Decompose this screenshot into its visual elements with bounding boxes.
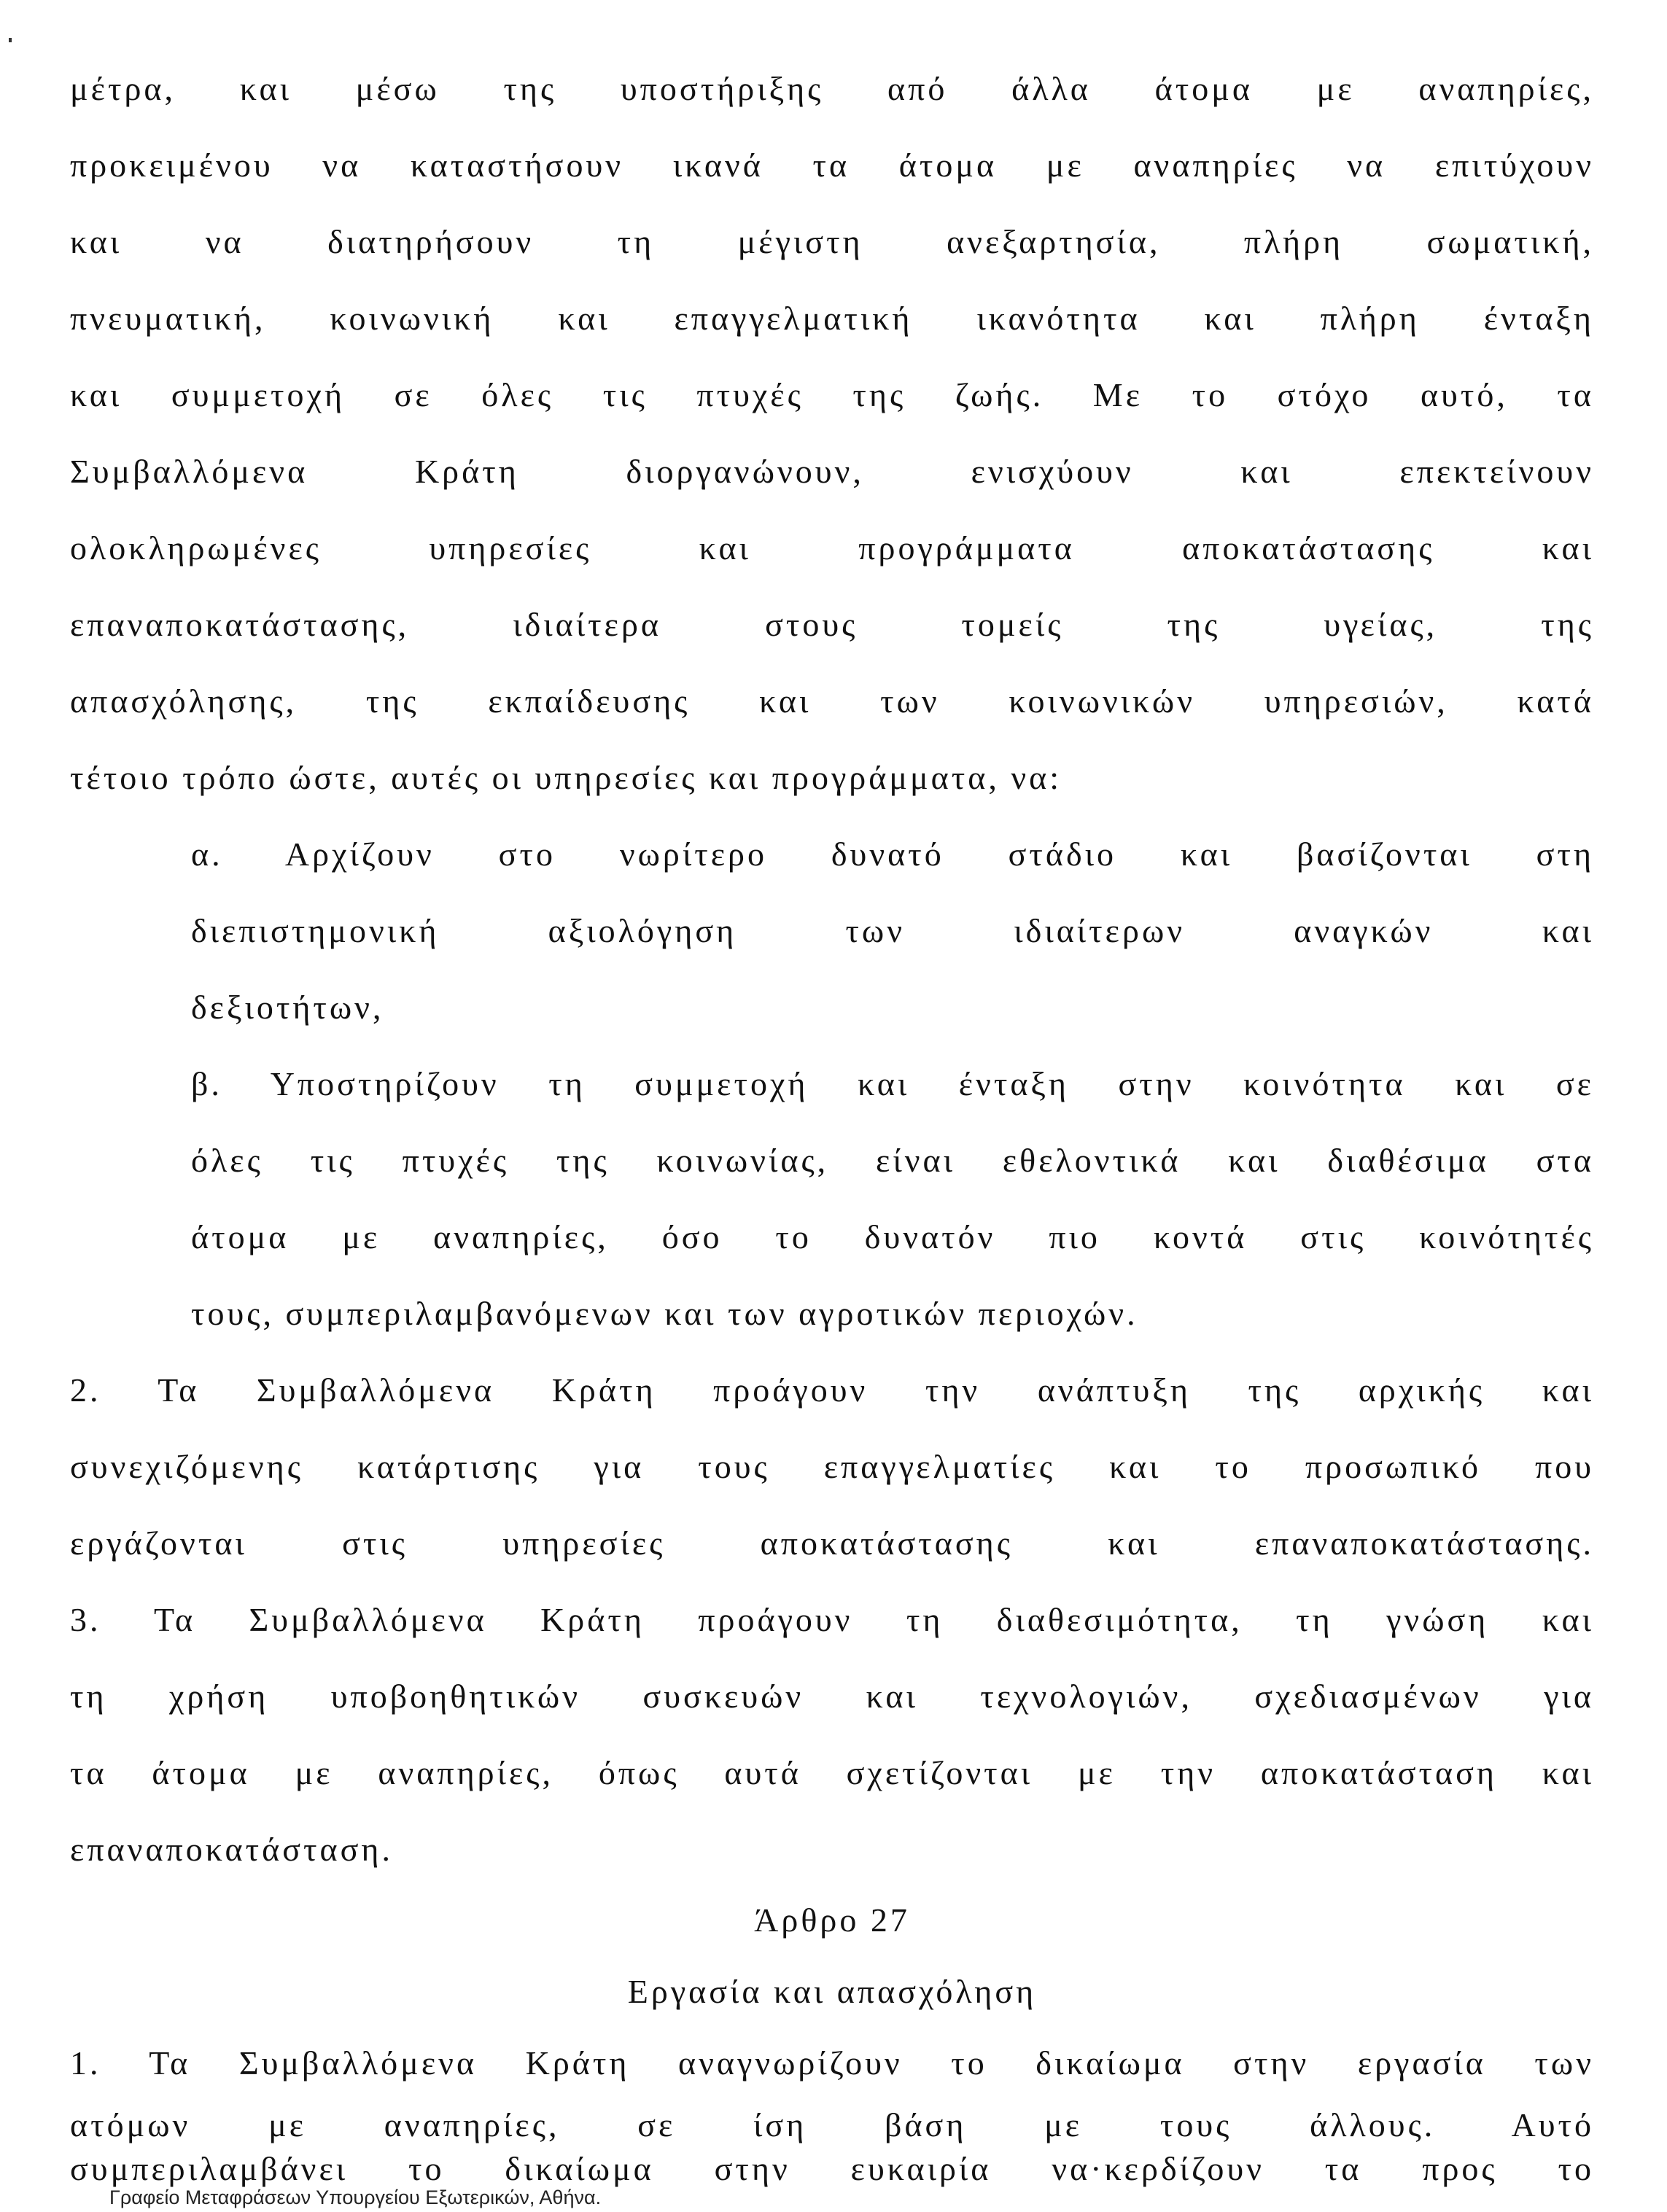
para-3-line-2: τη χρήση υποβοηθητικών συσκευών και τεχνολογιών, σχεδιασμένων για (70, 1678, 1594, 1715)
item-alpha-line-1: α. Αρχίζουν στο νωρίτερο δυνατό στάδιο και βασίζονται στη (191, 836, 1594, 873)
body-line-6: Συμβαλλόμενα Κράτη διοργανώνουν, ενισχύουν και επεκτείνουν (70, 453, 1594, 490)
item-beta-line-1: β. Υποστηρίζουν τη συμμετοχή και ένταξη στην κοινότητα και σε (191, 1065, 1594, 1102)
footer-note: Γραφείο Μεταφράσεων Υπουργείου Εξωτερικών, Αθήνα. (109, 2186, 602, 2208)
body-line-5: και συμμετοχή σε όλες τις πτυχές της ζωής. Με το στόχο αυτό, τα (70, 376, 1594, 413)
para-2-line-1: 2. Τα Συμβαλλόμενα Κράτη προάγουν την ανάπτυξη της αρχικής και (70, 1371, 1594, 1409)
body-line-3: και να διατηρήσουν τη μέγιστη ανεξαρτησία, πλήρη σωματική, (70, 223, 1594, 260)
article-27-para-1-line-1: 1. Τα Συμβαλλόμενα Κράτη αναγνωρίζουν το δικαίωμα στην εργασία των (70, 2044, 1594, 2081)
article-number: Άρθρο 27 (754, 1901, 910, 1939)
scan-speck (9, 38, 12, 42)
para-3-line-3: τα άτομα με αναπηρίες, όπως αυτά σχετίζονται με την αποκατάσταση και (70, 1754, 1594, 1791)
body-line-7: ολοκληρωμένες υπηρεσίες και προγράμματα αποκατάστασης και (70, 529, 1594, 566)
para-3-line-1: 3. Τα Συμβαλλόμενα Κράτη προάγουν τη διαθεσιμότητα, τη γνώση και (70, 1601, 1594, 1638)
item-beta-line-4: τους, συμπεριλαμβανόμενων και των αγροτικών περιοχών. (191, 1295, 1138, 1332)
item-beta-line-2: όλες τις πτυχές της κοινωνίας, είναι εθελοντικά και διαθέσιμα στα (191, 1142, 1594, 1179)
body-line-8: επαναποκατάστασης, ιδιαίτερα στους τομείς της υγείας, της (70, 606, 1594, 643)
body-line-4: πνευματική, κοινωνική και επαγγελματική ικανότητα και πλήρη ένταξη (70, 300, 1594, 337)
para-2-line-3: εργάζονται στις υπηρεσίες αποκατάστασης και επαναποκατάστασης. (70, 1524, 1594, 1562)
para-3-line-4: επαναποκατάσταση. (70, 1831, 393, 1868)
body-line-1: μέτρα, και μέσω της υποστήριξης από άλλα άτομα με αναπηρίες, (70, 70, 1594, 107)
article-27-para-1-line-3: συμπεριλαμβάνει το δικαίωμα στην ευκαιρία να·κερδίζουν τα προς το (70, 2150, 1594, 2187)
para-2-line-2: συνεχιζόμενης κατάρτισης για τους επαγγελματίες και το προσωπικό που (70, 1448, 1594, 1485)
body-line-10: τέτοιο τρόπο ώστε, αυτές οι υπηρεσίες και προγράμματα, να: (70, 759, 1062, 796)
article-27-para-1-line-2: ατόμων με αναπηρίες, σε ίση βάση με τους άλλους. Αυτό (70, 2106, 1594, 2143)
body-line-9: απασχόλησης, της εκπαίδευσης και των κοινωνικών υπηρεσιών, κατά (70, 682, 1594, 720)
article-title: Εργασία και απασχόληση (627, 1973, 1037, 2010)
body-line-2: προκειμένου να καταστήσουν ικανά τα άτομα με αναπηρίες να επιτύχουν (70, 147, 1594, 184)
item-beta-line-3: άτομα με αναπηρίες, όσο το δυνατόν πιο κοντά στις κοινότητές (191, 1218, 1594, 1255)
item-alpha-line-3: δεξιοτήτων, (191, 989, 384, 1026)
item-alpha-line-2: διεπιστημονική αξιολόγηση των ιδιαίτερων αναγκών και (191, 912, 1594, 949)
